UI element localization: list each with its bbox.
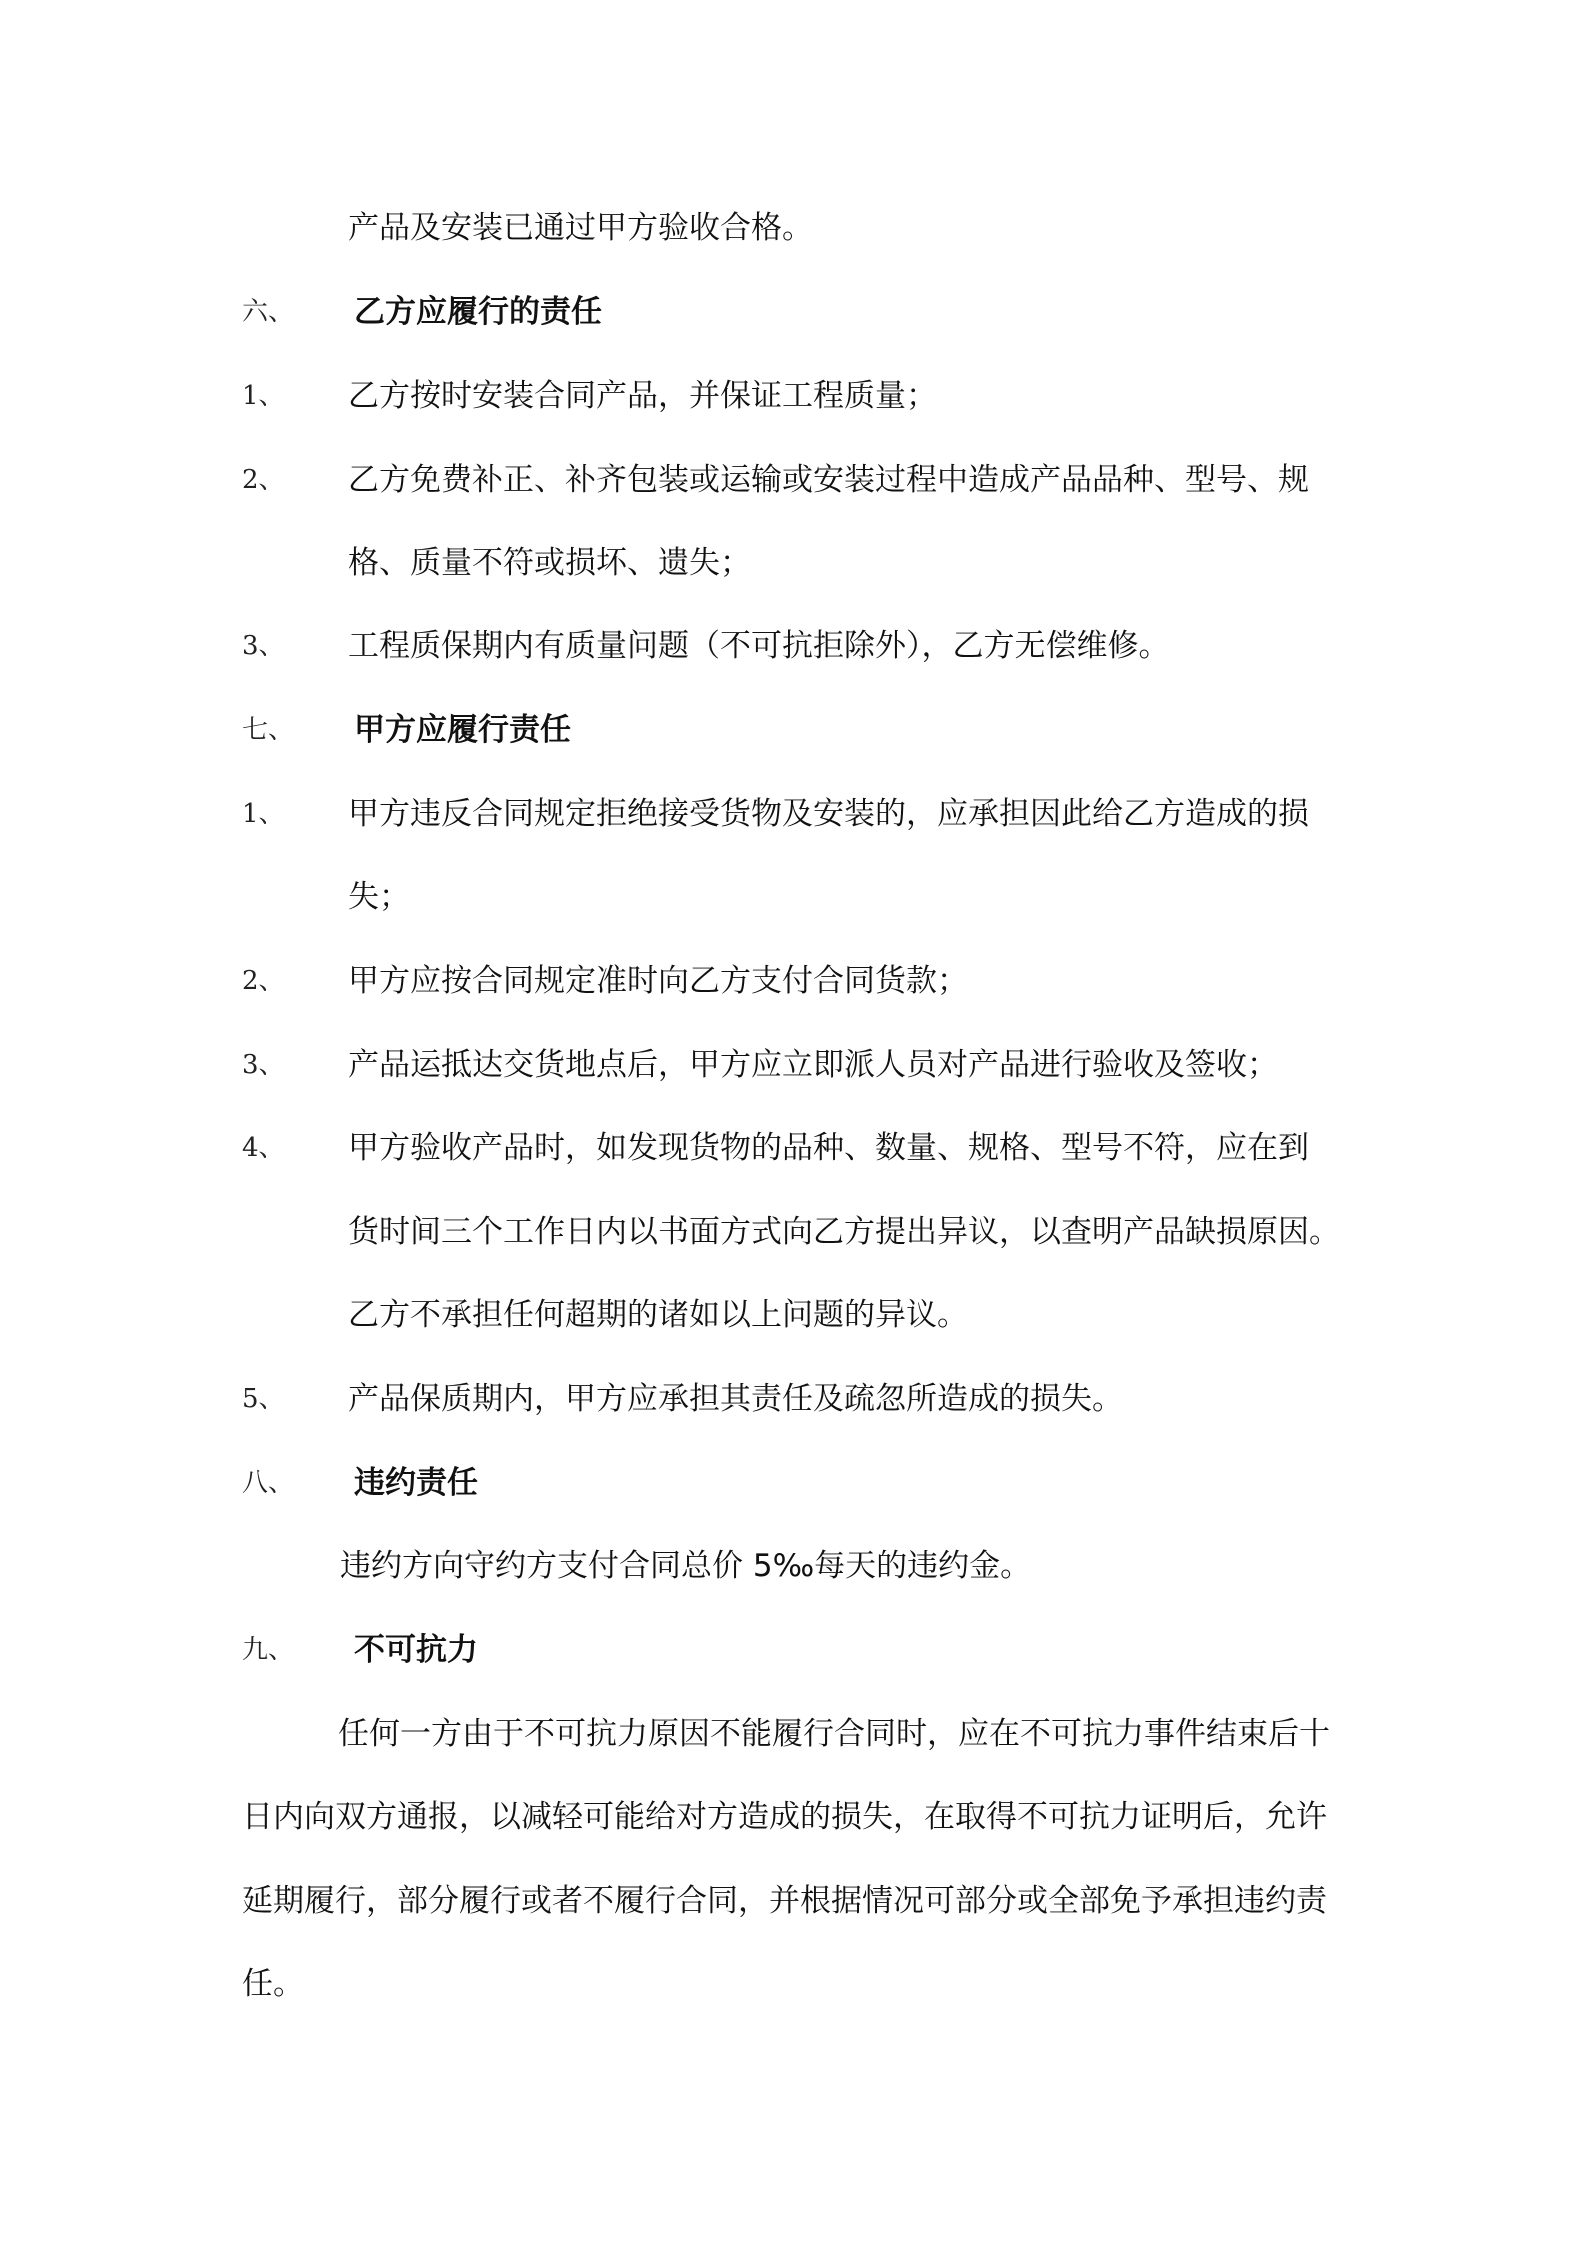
section-9-body-line-1: 任何一方由于不可抗力原因不能履行合同时，应在不可抗力事件结束后十 <box>338 1716 1330 1752</box>
s7-item-3-number: 3、 <box>242 1050 285 1080</box>
section-6-number: 六、 <box>242 297 295 327</box>
section-6-title: 乙方应履行的责任 <box>354 294 602 330</box>
s6-item-2-text-line-2: 格、质量不符或损坏、遗失； <box>348 545 751 581</box>
s7-item-1-number: 1、 <box>242 799 285 829</box>
s7-item-5-text: 产品保质期内，甲方应承担其责任及疏忽所造成的损失。 <box>348 1381 1123 1417</box>
s7-item-4-text-line-1: 甲方验收产品时，如发现货物的品种、数量、规格、型号不符，应在到 <box>348 1130 1309 1166</box>
s7-item-3-text: 产品运抵达交货地点后，甲方应立即派人员对产品进行验收及签收； <box>348 1047 1278 1083</box>
s7-item-4-text-line-2: 货时间三个工作日内以书面方式向乙方提出异议，以查明产品缺损原因。 <box>348 1214 1340 1250</box>
section-9-title: 不可抗力 <box>354 1632 478 1668</box>
section-9-body-line-2: 日内向双方通报，以减轻可能给对方造成的损失，在取得不可抗力证明后，允许 <box>242 1799 1327 1835</box>
s6-item-1-number: 1、 <box>242 381 285 411</box>
s6-item-3-number: 3、 <box>242 631 285 661</box>
s6-item-2-text-line-1: 乙方免费补正、补齐包装或运输或安装过程中造成产品品种、型号、规 <box>348 462 1309 498</box>
section-9-body-line-3: 延期履行，部分履行或者不履行合同，并根据情况可部分或全部免予承担违约责 <box>242 1883 1327 1919</box>
s7-item-2-text: 甲方应按合同规定准时向乙方支付合同货款； <box>348 963 968 999</box>
s7-item-4-text-line-3: 乙方不承担任何超期的诸如以上问题的异议。 <box>348 1297 968 1333</box>
s7-item-5-number: 5、 <box>242 1384 285 1414</box>
s6-item-2-number: 2、 <box>242 465 285 495</box>
section-9-number: 九、 <box>242 1635 295 1665</box>
s6-item-1-text: 乙方按时安装合同产品，并保证工程质量； <box>348 378 937 414</box>
s6-item-3-text: 工程质保期内有质量问题（不可抗拒除外），乙方无偿维修。 <box>348 628 1170 664</box>
s7-item-1-text-line-2: 失； <box>348 879 410 915</box>
section-7-number: 七、 <box>242 715 295 745</box>
section-9-body-line-4: 任。 <box>242 1966 304 2002</box>
section-8-title: 违约责任 <box>354 1465 478 1501</box>
s7-item-1-text-line-1: 甲方违反合同规定拒绝接受货物及安装的，应承担因此给乙方造成的损 <box>348 796 1309 832</box>
section-7-title: 甲方应履行责任 <box>354 712 571 748</box>
s7-item-2-number: 2、 <box>242 966 285 996</box>
continuation-text: 产品及安装已通过甲方验收合格。 <box>348 210 813 246</box>
section-8-body: 违约方向守约方支付合同总价 5‰每天的违约金。 <box>340 1548 1032 1584</box>
section-8-number: 八、 <box>242 1468 295 1498</box>
s7-item-4-number: 4、 <box>242 1133 285 1163</box>
